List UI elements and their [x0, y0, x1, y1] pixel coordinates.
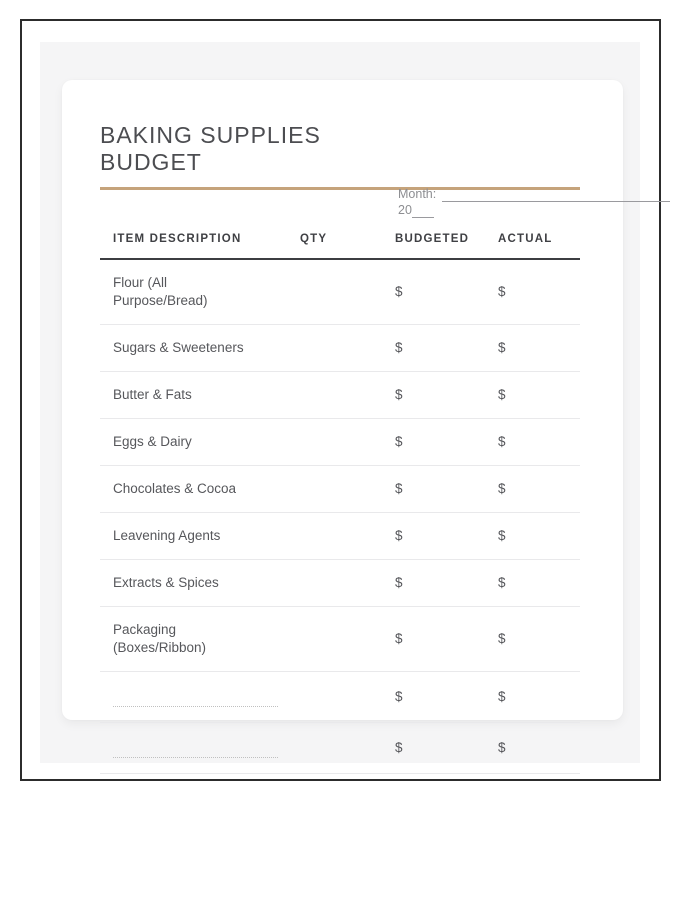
item-description-cell: [100, 513, 300, 559]
budgeted-currency-symbol: $: [395, 434, 403, 449]
document-background: [40, 42, 640, 763]
item-description-cell: [100, 607, 300, 671]
column-header-qty: QTY: [300, 233, 328, 245]
actual-currency-symbol: $: [498, 481, 506, 496]
item-description: Extracts & Spices: [113, 575, 219, 590]
actual-amount-cell[interactable]: [498, 527, 580, 545]
table-row: [100, 419, 580, 466]
table-row: [100, 260, 580, 325]
item-description: Leavening Agents: [113, 528, 221, 543]
table-row: [100, 672, 580, 723]
item-description-cell: [100, 723, 300, 773]
item-description: Eggs & Dairy: [113, 434, 192, 449]
actual-amount-cell[interactable]: [498, 739, 580, 757]
budgeted-amount-cell[interactable]: [395, 574, 498, 592]
actual-currency-symbol: $: [498, 528, 506, 543]
actual-amount-cell[interactable]: [498, 480, 580, 498]
month-block: [398, 187, 670, 218]
month-label: Month:: [398, 187, 437, 201]
item-description: Butter & Fats: [113, 387, 192, 402]
actual-amount-cell[interactable]: [498, 433, 580, 451]
item-description-cell: [100, 672, 300, 722]
budgeted-amount-cell[interactable]: [395, 339, 498, 357]
item-description: Flour (All Purpose/Bread): [113, 275, 208, 308]
page-border: [20, 19, 661, 781]
year-line: [398, 203, 670, 218]
item-description-cell: [100, 372, 300, 418]
month-line: [398, 187, 670, 202]
year-fill-in-line[interactable]: [412, 205, 434, 218]
column-header-item-description: ITEM DESCRIPTION: [113, 233, 242, 245]
table-row: [100, 513, 580, 560]
actual-currency-symbol: $: [498, 740, 506, 755]
table-row: [100, 325, 580, 372]
item-description-cell: [100, 260, 300, 324]
actual-currency-symbol: $: [498, 575, 506, 590]
item-description-cell: [100, 466, 300, 512]
budgeted-amount-cell[interactable]: [395, 630, 498, 648]
actual-amount-cell[interactable]: [498, 688, 580, 706]
blank-item-fill-in-line[interactable]: [113, 757, 278, 758]
item-description-cell: [100, 419, 300, 465]
budget-table-body: [100, 260, 580, 774]
column-header-actual: ACTUAL: [498, 233, 553, 245]
actual-currency-symbol: $: [498, 631, 506, 646]
actual-amount-cell[interactable]: [498, 339, 580, 357]
budgeted-currency-symbol: $: [395, 481, 403, 496]
item-description: Sugars & Sweeteners: [113, 340, 244, 355]
budgeted-currency-symbol: $: [395, 575, 403, 590]
budgeted-currency-symbol: $: [395, 340, 403, 355]
actual-currency-symbol: $: [498, 689, 506, 704]
actual-currency-symbol: $: [498, 284, 506, 299]
actual-currency-symbol: $: [498, 340, 506, 355]
actual-amount-cell[interactable]: [498, 574, 580, 592]
budgeted-amount-cell[interactable]: [395, 527, 498, 545]
item-description-cell: [100, 560, 300, 606]
budgeted-currency-symbol: $: [395, 689, 403, 704]
actual-currency-symbol: $: [498, 387, 506, 402]
budgeted-amount-cell[interactable]: [395, 433, 498, 451]
page-title: BAKING SUPPLIES BUDGET: [100, 122, 321, 175]
budgeted-currency-symbol: $: [395, 284, 403, 299]
item-description-cell: [100, 325, 300, 371]
actual-amount-cell[interactable]: [498, 630, 580, 648]
budgeted-currency-symbol: $: [395, 740, 403, 755]
budgeted-amount-cell[interactable]: [395, 480, 498, 498]
budgeted-currency-symbol: $: [395, 631, 403, 646]
table-row: [100, 560, 580, 607]
budgeted-currency-symbol: $: [395, 387, 403, 402]
blank-item-fill-in-line[interactable]: [113, 706, 278, 707]
table-row: [100, 372, 580, 419]
actual-currency-symbol: $: [498, 434, 506, 449]
table-row: [100, 723, 580, 774]
budgeted-amount-cell[interactable]: [395, 739, 498, 757]
item-description: Packaging (Boxes/Ribbon): [113, 622, 207, 655]
budgeted-amount-cell[interactable]: [395, 283, 498, 301]
year-prefix: 20: [398, 203, 412, 217]
actual-amount-cell[interactable]: [498, 283, 580, 301]
budgeted-amount-cell[interactable]: [395, 386, 498, 404]
document-header: [100, 122, 580, 217]
budget-content: [100, 80, 580, 774]
table-row: [100, 466, 580, 513]
actual-amount-cell[interactable]: [498, 386, 580, 404]
column-header-budgeted: BUDGETED: [395, 233, 470, 245]
budgeted-amount-cell[interactable]: [395, 688, 498, 706]
month-fill-in-line[interactable]: [442, 189, 670, 202]
item-description: Chocolates & Cocoa: [113, 481, 237, 496]
budgeted-currency-symbol: $: [395, 528, 403, 543]
table-row: [100, 607, 580, 672]
